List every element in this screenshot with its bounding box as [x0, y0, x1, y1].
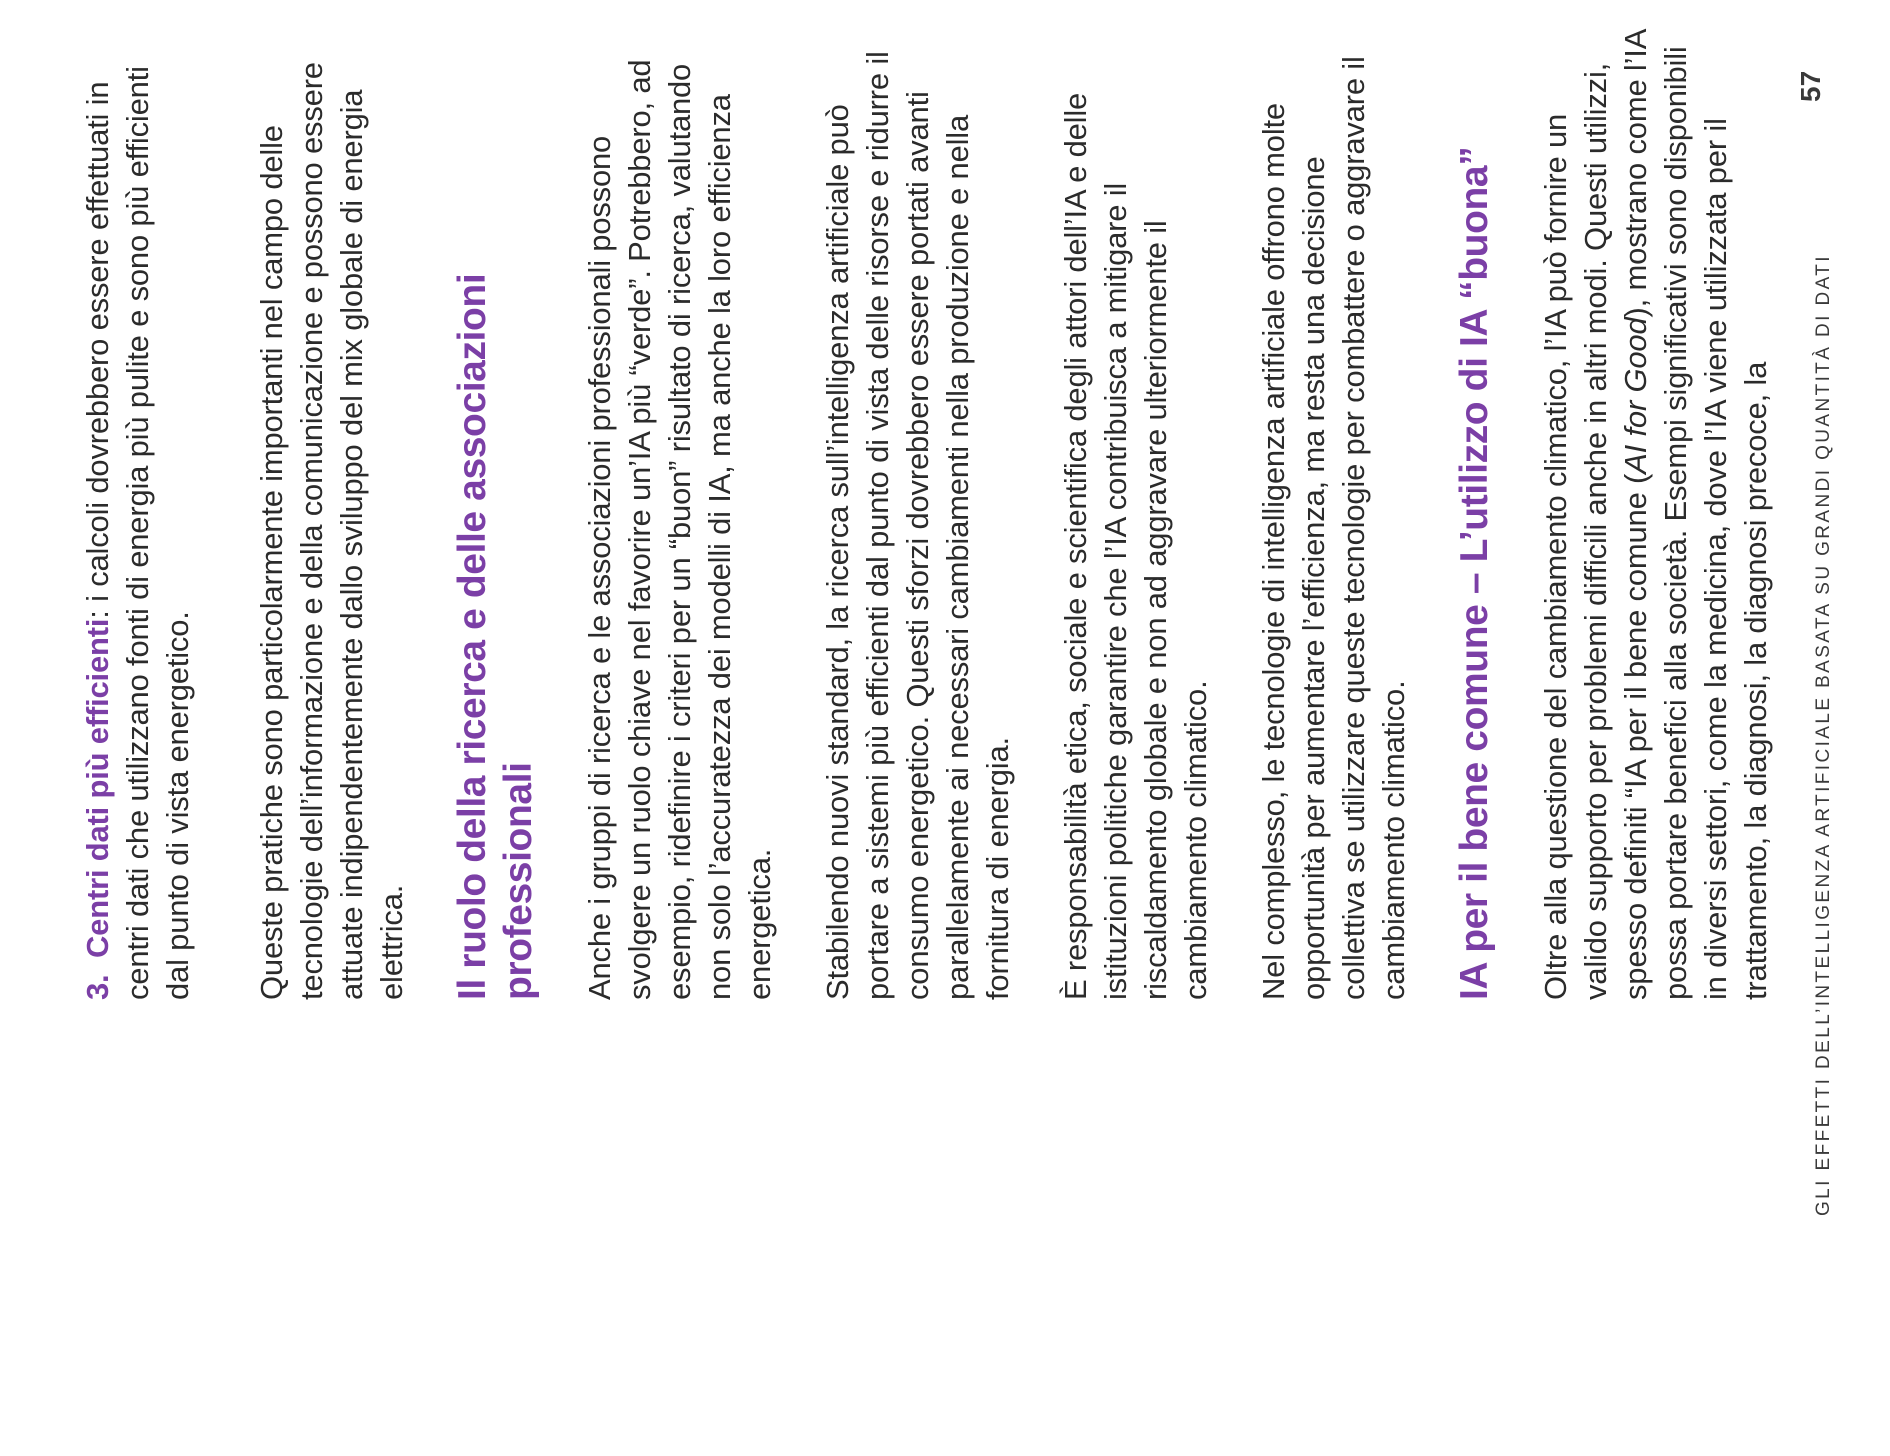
list-item: [78, 30, 198, 1000]
italic-term: AI for Good: [1618, 317, 1653, 474]
paragraph: È responsabilità etica, sociale e scientifica degli attori dell’IA e delle istituzioni politiche garantire che l’IA contribuisca a mitigare il riscaldamento globale e non ad aggravare ulteriormente il cambiamento climatico.: [1058, 92, 1213, 1000]
paragraph: Anche i gruppi di ricerca e le associazioni professionali possono svolgere un ruolo chiave nel favorire un’IA più “verde”. Potrebbero, ad esempio, ridefinire i criteri per un “buon” risultato di ricerca, valutando non solo l’accuratezza dei modelli di IA, ma anche la loro efficienza energetica.: [582, 59, 777, 1000]
list-colon: :: [80, 610, 115, 619]
text-column: [78, 30, 1814, 1000]
paragraph: Stabilendo nuovi standard, la ricerca sull’intelligenza artificiale può portare a sistemi più efficienti dal punto di vista delle risorse e ridurre il consumo energetico. Questi sforzi dovrebbero essere portati avanti parallelamente ai necessari cambiamenti nella produzione e nella fornitura di energia.: [820, 51, 1015, 1000]
paragraph-text: Oltre alla questione del cambiamento climatico, l’IA può fornire un valido supporto per problemi difficili anche in altri modi. Questi utilizzi, spesso definiti “IA per il bene comune (: [1538, 62, 1653, 1000]
section-heading: Il ruolo della ricerca e delle associazioni professionali: [451, 273, 540, 1000]
page-number: 57: [1795, 70, 1826, 102]
list-text: i calcoli dovrebbero essere effettuati in centri dati che utilizzano fonti di energia più pulite e sono più efficienti dal punto di vista energetico.: [80, 66, 195, 1000]
list-number: 3.: [80, 974, 115, 1000]
list-term: Centri dati più efficienti: [80, 618, 115, 958]
paragraph: Nel complesso, le tecnologie di intelligenza artificiale offrono molte opportunità per aumentare l’efficienza, ma resta una decisione collettiva se utilizzare queste tecnologie per combattere o aggravare il cambiamento climatico.: [1256, 56, 1411, 1000]
paragraph-text: ), mostrano come l’IA possa portare benefici alla società. Esempi significativi sono disponibili in diversi settori, come la medicina, dove l’IA viene utilizzata per il trattamento, la diagnosi, la diagnosi precoce, la: [1618, 30, 1773, 1000]
running-header: GLI EFFETTI DELL’INTELLIGENZA ARTIFICIALE BASATA SU GRANDI QUANTITÀ DI DATI: [1813, 254, 1834, 1216]
section-heading: IA per il bene comune – L’utilizzo di IA “buona”: [1453, 146, 1496, 1000]
paragraph: [1536, 30, 1776, 1000]
paragraph: Queste pratiche sono particolarmente importanti nel campo delle tecnologie dell’informazione e della comunicazione e possono essere attuate indipendentemente dallo sviluppo del mix globale di energia elettrica.: [254, 62, 409, 1000]
